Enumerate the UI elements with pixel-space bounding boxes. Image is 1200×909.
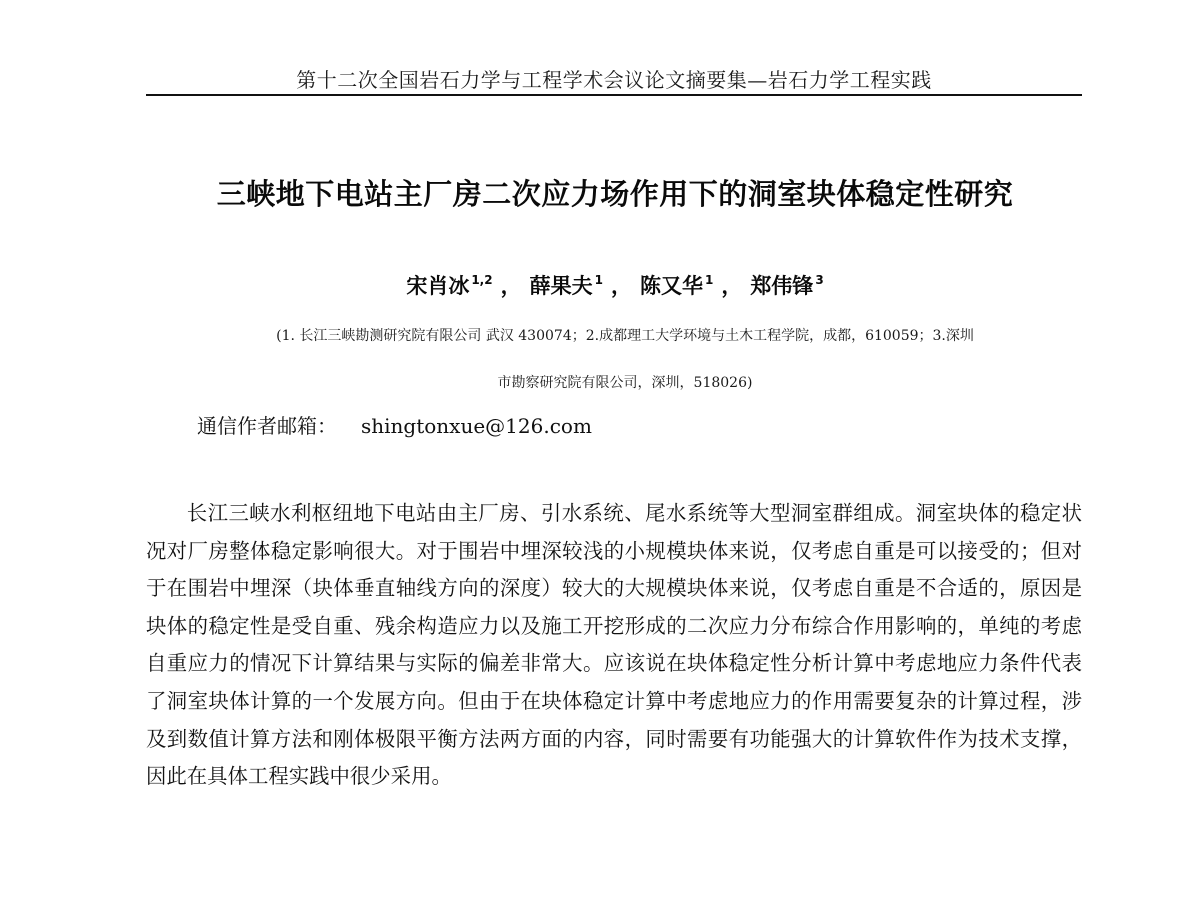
author-name: 郑伟锋	[750, 274, 814, 298]
paper-title: 三峡地下电站主厂房二次应力场作用下的洞室块体稳定性研究	[216, 177, 1014, 211]
author-affiliation-mark: 1	[594, 273, 603, 287]
email-address: shingtonxue@126.com	[361, 414, 592, 438]
author-name: 陈又华	[639, 274, 703, 298]
author-separator: ，	[610, 274, 632, 298]
author-affiliation-mark: 3	[815, 273, 824, 287]
author-affiliation-mark: 1,2	[471, 273, 493, 287]
header-rule	[146, 94, 1082, 96]
author-separator: ，	[500, 274, 522, 298]
author-separator: ，	[721, 274, 743, 298]
abstract-paragraph: 长江三峡水利枢纽地下电站由主厂房、引水系统、尾水系统等大型洞室群组成。洞室块体的稳定状况对厂房整体稳定影响很大。对于围岩中埋深较浅的小规模块体来说，仅考虑自重是可以接受的；但对于在围岩中埋深（块体垂直轴线方向的深度）较大的大规模块体来说，仅考虑自重是不合适的，原因是块体的稳定性是受自重、残余构造应力以及施工开挖形成的二次应力分布综合作用影响的，单纯的考虑自重应力的情况下计算结果与实际的偏差非常大。应该说在块体稳定性分析计算中考虑地应力条件代表了洞室块体计算的一个发展方向。但由于在块体稳定计算中考虑地应力的作用需要复杂的计算过程，涉及到数值计算方法和刚体极限平衡方法两方面的内容，同时需要有功能强大的计算软件作为技术支撑，因此在具体工程实践中很少采用。	[146, 501, 1082, 789]
author-name: 宋肖冰	[406, 274, 470, 298]
affiliation-line: (1. 长江三峡勘测研究院有限公司 武汉 430074；2.成都理工大学环境与土木工程学院，成都，610059；3.深圳	[276, 328, 974, 344]
email-label: 通信作者邮箱：	[197, 414, 337, 438]
corresponding-email	[197, 410, 592, 439]
author-list	[200, 270, 1030, 300]
author-name: 薛果夫	[529, 274, 593, 298]
author-affiliation-mark: 1	[704, 273, 714, 287]
affiliation-line: 市勘察研究院有限公司，深圳，518026)	[497, 375, 753, 391]
running-header: 第十二次全国岩石力学与工程学术会议论文摘要集—岩石力学工程实践	[296, 68, 932, 92]
